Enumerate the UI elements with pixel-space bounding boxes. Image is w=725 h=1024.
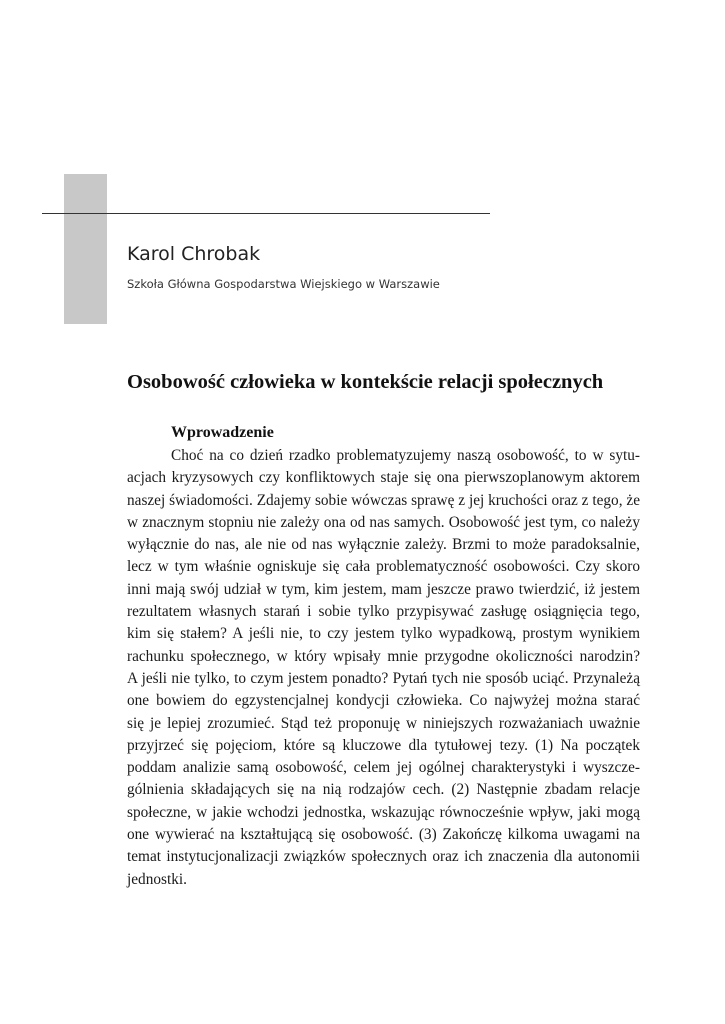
body-line: kim się stałem? A jeśli nie, to czy jestem tylko wypadkową, prostym wynikiem: [127, 625, 640, 643]
body-line: rezultatem własnych starań i sobie tylko przypisywać zasługę osiągnięcia tego,: [127, 603, 640, 621]
body-line: społeczne, w jakie wchodzi jednostka, wskazując równocześnie wpływ, jaki mogą: [127, 803, 640, 821]
body-line: A jeśli nie tylko, to czym jestem ponadto? Pytań tych nie sposób uciąć. Przynależą: [127, 669, 640, 687]
body-line: Choć na co dzień rzadko problematyzujemy naszą osobowość, to w sytu-: [171, 447, 640, 464]
decorative-gray-bar: [64, 174, 107, 324]
body-line: acjach kryzysowych czy konfliktowych staje się ona pierwszoplanowym aktorem: [127, 469, 640, 487]
author-name: Karol Chrobak: [127, 243, 261, 265]
body-line: się je lepiej zrozumieć. Stąd też proponuję w niniejszych rozważaniach uważnie: [127, 714, 640, 732]
body-line: one bowiem do egzystencjalnej kondycji człowieka. Co najwyżej można starać: [127, 692, 640, 710]
body-line: przyjrzeć się pojęciom, które są kluczowe dla tytułowej tezy. (1) Na początek: [127, 736, 640, 754]
body-line: gólnienia składających się na nią rodzajów cech. (2) Następnie zbadam relacje: [127, 781, 640, 799]
body-line: wyłącznie do nas, ale nie od nas wyłącznie zależy. Brzmi to może paradoksalnie,: [127, 536, 640, 554]
body-line: jednostki.: [127, 870, 187, 888]
header-rule: [42, 213, 490, 214]
body-line: rachunku społecznego, w który wpisały mnie przygodne okoliczności narodzin?: [127, 647, 640, 665]
author-affiliation: Szkoła Główna Gospodarstwa Wiejskiego w Warszawie: [127, 277, 440, 291]
body-line: w znacznym stopniu nie zależy ona od nas samych. Osobowość jest tym, co należy: [127, 513, 640, 531]
body-line: naszej świadomości. Zdajemy sobie wówczas sprawę z jej kruchości oraz z tego, że: [127, 491, 640, 509]
body-text: [127, 445, 640, 891]
body-line: poddam analizie samą osobowość, celem jej ogólnej charakterystyki i wyszcze-: [127, 759, 640, 777]
article-title: Osobowość człowieka w kontekście relacji społecznych: [127, 371, 604, 393]
section-heading: Wprowadzenie: [171, 424, 274, 441]
body-line: inni mają swój udział w tym, kim jestem, mam jeszcze prawo twierdzić, iż jestem: [127, 580, 640, 598]
body-line: temat instytucjonalizacji związków społecznych oraz ich znaczenia dla autonomii: [127, 848, 640, 866]
body-line: one wywierać na kształtującą się osobowość. (3) Zakończę kilkoma uwagami na: [127, 826, 640, 844]
body-line: lecz w tym właśnie ogniskuje się cała problematyczność osobowości. Czy skoro: [127, 558, 640, 576]
